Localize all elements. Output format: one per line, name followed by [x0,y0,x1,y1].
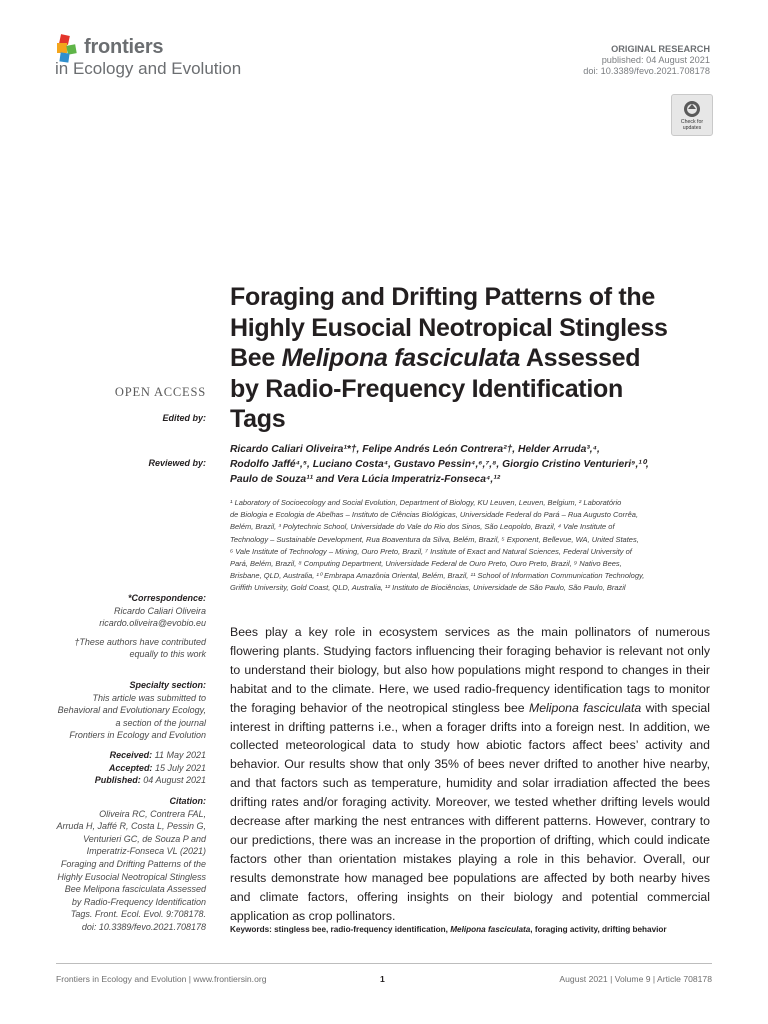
received-label: Received: [109,750,153,760]
correspondence-email[interactable]: ricardo.oliveira@evobio.eu [99,618,206,629]
article-meta [583,44,710,77]
edited-by-label: Edited by: [162,413,206,423]
affiliation-line: ⁶ Vale Institute of Technology – Mining, Ouro Preto, Brazil, ⁷ Institute of Exact and Natural Sciences, Federal University of [230,546,632,556]
specialty-block [58,679,206,742]
title-line: Tags [230,405,286,433]
title-line: by Radio-Frequency Identification [230,374,623,403]
author-list [230,442,720,487]
specialty-line: a section of the journal [115,717,206,728]
accepted-label: Accepted: [108,762,153,773]
contrib-note-2: equally to this work [129,649,206,660]
received-row [95,749,206,762]
specialty-label: Specialty section: [129,680,206,690]
correspondence-label: *Correspondence: [127,593,206,603]
citation-line: Venturieri GC, de Souza P and [83,833,206,844]
citation-line: Arruda H, Jaffé R, Costa L, Pessin G, [56,821,206,832]
published-date: published: 04 August 2021 [601,55,710,65]
specialty-line: Frontiers in Ecology and Evolution [69,730,206,741]
article-type: ORIGINAL RESEARCH [611,44,710,54]
affiliation-line: de Biologia e Ecologia de Abelhas – Instituto de Ciências Biológicas, Universidade Federal do Pará – Rua Augusto Corrêa, [230,510,639,520]
affiliation-line: Griffith University, Gold Coast, QLD, Australia, ¹² Instituto de Biociências, Universidade de São Paulo, São Paulo, Brazil [230,583,626,593]
accepted-row [95,762,206,775]
citation-line: Tags. Front. Ecol. Evol. 9:708178. [70,909,206,920]
reviewed-by-label: Reviewed by: [148,458,206,468]
citation-line: Foraging and Drifting Patterns of the [60,858,206,869]
specialty-line: This article was submitted to [92,692,206,703]
contrib-note-1: †These authors have contributed [74,636,206,647]
keywords: Keywords: stingless bee, radio-frequency identification, Melipona fasciculata, foraging activity, drifting behavior [230,925,667,934]
journal-logo-word: frontiers [84,36,164,58]
check-for-updates-button[interactable] [671,94,713,136]
check-label-2: updates [682,125,702,131]
published-label: Published: [94,775,141,786]
affiliation-line: Technology – Sustainable Development, Rua Boaventura da Silva, Belém, Brazil, ⁵ Exponent, Bellevue, WA, United States, [230,534,639,544]
affiliation-line: Brisbane, QLD, Australia, ¹⁰ Embrapa Amazônia Oriental, Belém, Brazil, ¹¹ School of Information Communication Technology, [230,571,645,581]
correspondence-name: Ricardo Caliari Oliveira [113,605,206,616]
accepted-date: 15 July 2021 [154,762,206,773]
affiliation-line: Belém, Brazil, ³ Polytechnic School, Universidade do Vale do Rio dos Sinos, São Leopoldo, Brazil, ⁴ Vale Institute of [230,522,615,532]
citation-line: Imperatriz-Fonseca VL (2021) [86,846,206,857]
correspondence-block [74,592,206,661]
citation-line: Bee Melipona fasciculata Assessed [64,884,206,895]
abstract-species: Melipona fasciculata [528,700,642,715]
citation-label: Citation: [169,796,206,806]
article-title [230,282,730,435]
author-line[interactable]: Ricardo Caliari Oliveira¹*†, Felipe Andrés León Contrera²†, Helder Arruda³,⁴, [230,444,600,455]
title-line: Bee Melipona fasciculata Assessed [230,344,641,372]
citation-block [56,795,206,934]
journal-name: in Ecology and Evolution [55,59,242,78]
author-line[interactable]: Rodolfo Jaffé⁴,⁵, Luciano Costa⁴, Gustavo Pessin⁴,⁶,⁷,⁸, Giorgio Cristino Venturieri⁹,¹⁰, [230,459,649,470]
keyword-species: Melipona fasciculata [450,925,531,934]
footer-journal[interactable]: Frontiers in Ecology and Evolution | www.frontiersin.org [56,974,267,984]
title-species: Melipona fasciculata [281,344,521,372]
page-number: 1 [380,974,385,984]
citation-line: by Radio-Frequency Identification [71,896,206,907]
footer-divider [56,963,712,964]
affiliations [230,497,722,595]
published-date-left: 04 August 2021 [143,775,206,786]
citation-line: Highly Eusocial Neotropical Stingless [57,871,206,882]
dates-block [95,749,206,787]
received-date: 11 May 2021 [154,750,206,760]
citation-doi[interactable]: doi: 10.3389/fevo.2021.708178 [81,921,206,932]
affiliation-line: Pará, Belém, Brazil, ⁸ Computing Department, Universidade Federal de Ouro Preto, Ouro Preto, Brazil, ⁹ Nativo Bees, [230,559,622,569]
title-line: Highly Eusocial Neotropical Stingless [230,313,668,342]
open-access-label: OPEN ACCESS [114,385,206,399]
doi[interactable]: doi: 10.3389/fevo.2021.708178 [583,66,710,76]
citation-line: Oliveira RC, Contrera FAL, [99,808,206,819]
abstract: Bees play a key role in ecosystem services as the main pollinators of numerous flowering plants. Studying factors influencing their foraging behavior is relevant not only to understand their biology, but also how populations might respond to changes in their habitat and to the climate. Here, we used radio-frequency identification tags to monitor the foraging behavior of the neotropical stingless bee Melipona fasciculata with special interest in drifting patterns i.e., when a forager drifts into a foreign nest. In addition, we collected meteorological data to study how abiotic factors affect bees’ activity and behavior. Our results show that only 35% of bees never drifted to another hive nearby, and that factors such as temperature, humidity and solar irradiation affected the bees drifting rates and/or foraging activity. Moreover, we tested whether drifting levels would decrease after marking the nest entrances with different patterns. However, contrary to our predictions, there was an increase in the proportion of drifting, which could indicate factors other than orientation mistakes playing a role in this behavior. Overall, our results demonstrate how managed bee populations are affected by both nearby hives and climate factors, offering insights on their biology and potential commercial application as crop pollinators. [230,625,711,923]
footer-issue: August 2021 | Volume 9 | Article 708178 [559,974,712,984]
specialty-line: Behavioral and Evolutionary Ecology, [57,705,206,716]
published-row [95,774,206,787]
check-label-1: Check for [680,119,704,125]
author-line[interactable]: Paulo de Souza¹¹ and Vera Lúcia Imperatriz-Fonseca⁴,¹² [230,474,501,485]
title-line: Foraging and Drifting Patterns of the [230,283,656,311]
affiliation-line: ¹ Laboratory of Socioecology and Social Evolution, Department of Biology, KU Leuven, Leuven, Belgium, ² Laboratório [230,498,622,507]
